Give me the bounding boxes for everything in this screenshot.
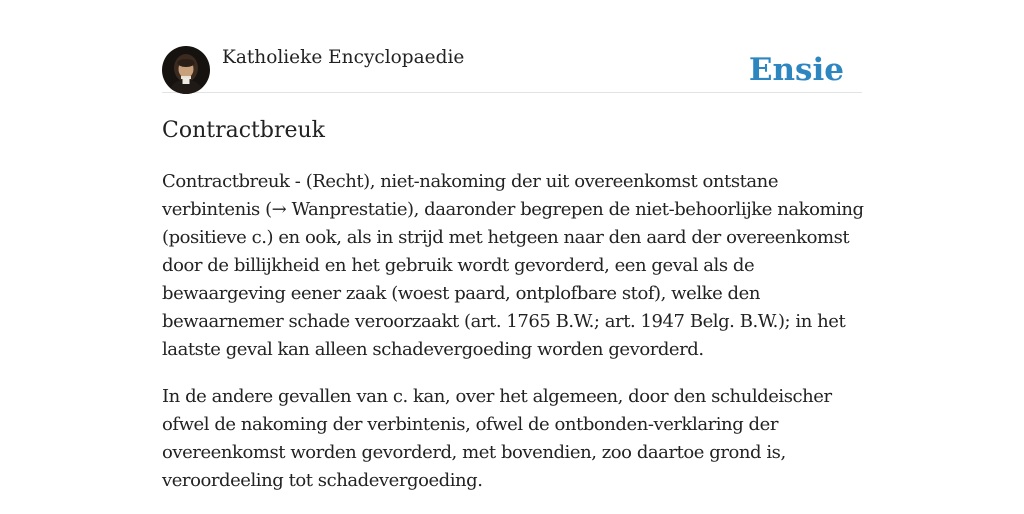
header (162, 0, 862, 93)
source-avatar[interactable] (162, 46, 210, 94)
paragraph-line: In de andere gevallen van c. kan, over het algemeen, door den schuldeischer (162, 386, 832, 407)
paragraph-line: (positieve c.) en ook, als in strijd met hetgeen naar den aard der overeenkomst (162, 227, 850, 248)
paragraph (162, 168, 862, 364)
paragraph-line: bewaargeving eener zaak (woest paard, ontplofbare stof), welke den (162, 283, 760, 304)
article-body (162, 168, 862, 514)
paragraph-line: Contractbreuk - (Recht), niet-nakoming der uit overeenkomst ontstane (162, 171, 779, 192)
brand-logo[interactable]: Ensie (748, 52, 844, 88)
paragraph-line: ofwel de nakoming der verbintenis, ofwel de ontbonden-verklaring der (162, 414, 778, 435)
paragraph-line: overeenkomst worden gevorderd, met bovendien, zoo daartoe grond is, (162, 442, 786, 463)
source-name[interactable]: Katholieke Encyclopaedie (222, 47, 465, 68)
page (162, 0, 864, 491)
paragraph-line: bewaarnemer schade veroorzaakt (art. 1765 B.W.; art. 1947 Belg. B.W.); in het (162, 311, 846, 332)
paragraph-line: door de billijkheid en het gebruik wordt gevorderd, een geval als de (162, 255, 755, 276)
portrait-icon (162, 46, 210, 94)
paragraph-line: laatste geval kan alleen schadevergoeding worden gevorderd. (162, 339, 704, 360)
page-title: Contractbreuk (162, 118, 326, 143)
paragraph-line: veroordeeling tot schadevergoeding. (162, 470, 483, 491)
paragraph (162, 383, 862, 495)
paragraph-line: verbintenis (→ Wanprestatie), daaronder begrepen de niet-behoorlijke nakoming (162, 199, 864, 220)
